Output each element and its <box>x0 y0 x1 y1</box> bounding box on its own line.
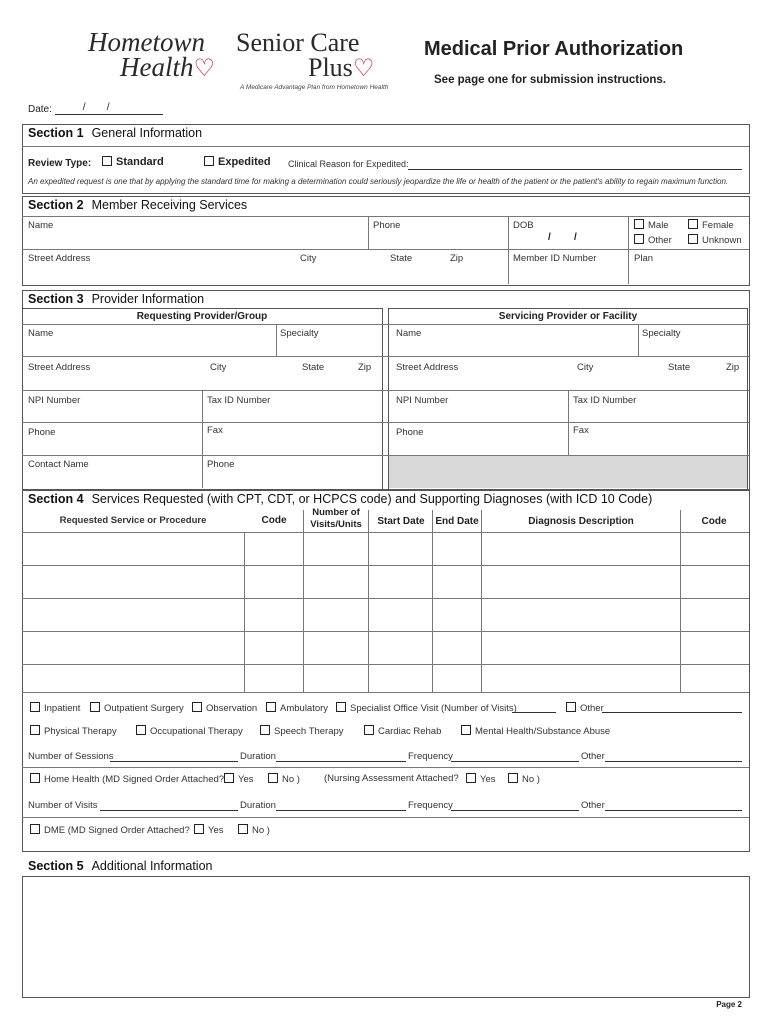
outpatient-surgery-checkbox[interactable]: Outpatient Surgery <box>90 702 184 714</box>
specialist-office-visit-checkbox[interactable]: Specialist Office Visit (Number of Visits) <box>336 702 517 714</box>
observation-checkbox[interactable]: Observation <box>192 702 257 714</box>
section4-title: Section 4 Services Requested (with CPT, CDT, or HCPCS code) and Supporting Diagnoses (with ICD 10 Code) <box>28 492 653 506</box>
expedited-checkbox[interactable]: Expedited <box>204 156 271 168</box>
checkbox-icon <box>30 702 40 712</box>
grey-filler <box>389 456 747 488</box>
physical-therapy-checkbox[interactable]: Physical Therapy <box>30 725 117 737</box>
home-health-checkbox[interactable]: Home Health (MD Signed Order Attached? <box>30 773 224 785</box>
date-field[interactable] <box>55 104 163 115</box>
checkbox-icon <box>566 702 576 712</box>
other-gender-checkbox[interactable]: Other <box>634 234 672 246</box>
req-name-label: Name <box>28 328 54 339</box>
table-row[interactable] <box>23 566 748 598</box>
date-sep-1: / <box>82 102 86 113</box>
checkbox-icon <box>194 824 204 834</box>
req-contact-phone-label: Phone <box>207 459 235 470</box>
checkbox-icon <box>192 702 202 712</box>
date-sep-2: / <box>106 102 110 113</box>
req-taxid-label: Tax ID Number <box>207 395 271 406</box>
req-city-label: City <box>210 362 227 373</box>
other-input[interactable] <box>605 752 742 762</box>
other-label: Other <box>581 751 605 762</box>
req-fax-label: Fax <box>207 425 223 436</box>
member-state-label: State <box>390 253 413 264</box>
ambulatory-checkbox[interactable]: Ambulatory <box>266 702 328 714</box>
checkbox-icon <box>634 234 644 244</box>
expedited-note: An expedited request is one that by applying the standard time for making a determination could seriously jeopardize the life or health of the patient or the patient's ability to regain maximum function. <box>28 177 729 186</box>
duration-label: Duration <box>240 751 276 762</box>
checkbox-icon <box>238 824 248 834</box>
occupational-therapy-checkbox[interactable]: Occupational Therapy <box>136 725 243 737</box>
mental-health-checkbox[interactable]: Mental Health/Substance Abuse <box>461 725 610 737</box>
other-service-checkbox[interactable]: Other <box>566 702 604 714</box>
table-row[interactable] <box>23 599 748 631</box>
svc-specialty-label: Specialty <box>642 328 681 339</box>
standard-checkbox[interactable]: Standard <box>102 156 164 168</box>
svc-city-label: City <box>577 362 594 373</box>
male-checkbox[interactable]: Male <box>634 219 669 231</box>
clinical-reason-label: Clinical Reason for Expedited: <box>288 159 409 169</box>
servicing-header: Servicing Provider or Facility <box>498 311 638 322</box>
logo-right-line1: Senior Care <box>236 28 360 57</box>
member-street-label: Street Address <box>28 253 91 264</box>
additional-info-textarea[interactable] <box>22 876 750 998</box>
home-health-no-checkbox[interactable]: No ) <box>268 773 300 785</box>
col-end-date: End Date <box>435 516 479 527</box>
female-checkbox[interactable]: Female <box>688 219 734 231</box>
nursing-yes-checkbox[interactable]: Yes <box>466 773 496 785</box>
svc-npi-label: NPI Number <box>396 395 449 406</box>
dob-sep-2: / <box>574 232 577 243</box>
logo-left-line1: Hometown <box>88 27 205 57</box>
col-start-date: Start Date <box>377 516 425 527</box>
col-code: Code <box>261 515 287 526</box>
frequency2-label: Frequency <box>408 800 453 811</box>
checkbox-icon <box>260 725 270 735</box>
duration2-label: Duration <box>240 800 276 811</box>
heart-icon: ♡ <box>352 56 375 82</box>
svc-fax-label: Fax <box>573 425 589 436</box>
visits-label: Number of Visits <box>28 800 98 811</box>
frequency-label: Frequency <box>408 751 453 762</box>
dob-label: DOB <box>513 220 534 231</box>
visits-input[interactable] <box>100 801 238 811</box>
checkbox-icon <box>102 156 112 166</box>
svc-taxid-label: Tax ID Number <box>573 395 637 406</box>
logo-tagline: A Medicare Advantage Plan from Hometown Health <box>240 84 389 91</box>
date-row <box>28 104 163 115</box>
other2-label: Other <box>581 800 605 811</box>
checkbox-icon <box>136 725 146 735</box>
svc-phone-label: Phone <box>396 427 424 438</box>
checkbox-icon <box>90 702 100 712</box>
review-type-label: Review Type: <box>28 158 92 169</box>
sessions-label: Number of Sessions <box>28 751 114 762</box>
member-name-label: Name <box>28 220 54 231</box>
logo-left-line2: Health <box>120 52 194 82</box>
req-npi-label: NPI Number <box>28 395 81 406</box>
member-phone-label: Phone <box>373 220 401 231</box>
req-specialty-label: Specialty <box>280 328 319 339</box>
duration-input[interactable] <box>276 752 406 762</box>
member-city-label: City <box>300 253 317 264</box>
page-subtitle: See page one for submission instructions. <box>434 74 666 86</box>
checkbox-icon <box>30 725 40 735</box>
logo-right-line2: Plus <box>308 53 353 82</box>
dme-checkbox[interactable]: DME (MD Signed Order Attached? <box>30 824 190 836</box>
svc-zip-label: Zip <box>726 362 740 373</box>
member-id-label: Member ID Number <box>513 253 597 264</box>
req-street-label: Street Address <box>28 362 91 373</box>
table-row[interactable] <box>23 665 748 692</box>
frequency2-input[interactable] <box>451 801 579 811</box>
table-row[interactable] <box>23 632 748 664</box>
plan-label: Plan <box>634 253 654 264</box>
cardiac-rehab-checkbox[interactable]: Cardiac Rehab <box>364 725 441 737</box>
checkbox-icon <box>336 702 346 712</box>
checkbox-icon <box>364 725 374 735</box>
section1-title: Section 1 General Information <box>28 126 203 140</box>
checkbox-icon <box>30 773 40 783</box>
col-visits-units: Number of Visits/Units <box>310 507 362 530</box>
member-zip-label: Zip <box>450 253 464 264</box>
checkbox-icon <box>466 773 476 783</box>
checkbox-icon <box>508 773 518 783</box>
other2-input[interactable] <box>605 801 742 811</box>
dme-yes-checkbox[interactable]: Yes <box>194 824 224 836</box>
page-title: Medical Prior Authorization <box>424 38 684 60</box>
unknown-gender-checkbox[interactable]: Unknown <box>688 234 742 246</box>
nursing-assessment-label: (Nursing Assessment Attached? <box>324 773 459 784</box>
home-health-yes-checkbox[interactable]: Yes <box>224 773 254 785</box>
checkbox-icon <box>266 702 276 712</box>
checkbox-icon <box>461 725 471 735</box>
svc-state-label: State <box>668 362 691 373</box>
section5-title: Section 5 Additional Information <box>28 859 213 873</box>
nursing-no-checkbox[interactable]: No ) <box>508 773 540 785</box>
svc-name-label: Name <box>396 328 422 339</box>
checkbox-icon <box>688 219 698 229</box>
section2-title: Section 2 Member Receiving Services <box>28 198 248 212</box>
req-zip-label: Zip <box>358 362 372 373</box>
checkbox-icon <box>688 234 698 244</box>
speech-therapy-checkbox[interactable]: Speech Therapy <box>260 725 344 737</box>
req-state-label: State <box>302 362 325 373</box>
duration2-input[interactable] <box>276 801 406 811</box>
sessions-input[interactable] <box>110 752 238 762</box>
req-phone-label: Phone <box>28 427 56 438</box>
requesting-header: Requesting Provider/Group <box>136 311 268 322</box>
checkbox-icon <box>30 824 40 834</box>
checkbox-icon <box>204 156 214 166</box>
table-row[interactable] <box>23 533 748 565</box>
svc-street-label: Street Address <box>396 362 459 373</box>
clinical-reason-input[interactable] <box>408 160 742 170</box>
other-service-input[interactable] <box>602 702 742 713</box>
col-diag-code: Code <box>701 516 727 527</box>
dme-no-checkbox[interactable]: No ) <box>238 824 270 836</box>
heart-icon: ♡ <box>193 56 216 82</box>
checkbox-icon <box>224 773 234 783</box>
specialist-visits-input[interactable] <box>512 702 556 713</box>
senior-care-plus-logo <box>236 30 374 82</box>
page-number: Page 2 <box>716 1000 742 1009</box>
hometown-health-logo <box>88 27 216 82</box>
date-label: Date: <box>28 104 52 115</box>
frequency-input[interactable] <box>451 752 579 762</box>
col-diagnosis: Diagnosis Description <box>528 516 634 527</box>
checkbox-icon <box>634 219 644 229</box>
section3-title: Section 3 Provider Information <box>28 292 205 306</box>
req-contact-label: Contact Name <box>28 459 89 470</box>
checkbox-icon <box>268 773 278 783</box>
inpatient-checkbox[interactable]: Inpatient <box>30 702 80 714</box>
dob-sep-1: / <box>548 232 551 243</box>
col-requested-service: Requested Service or Procedure <box>59 515 207 526</box>
